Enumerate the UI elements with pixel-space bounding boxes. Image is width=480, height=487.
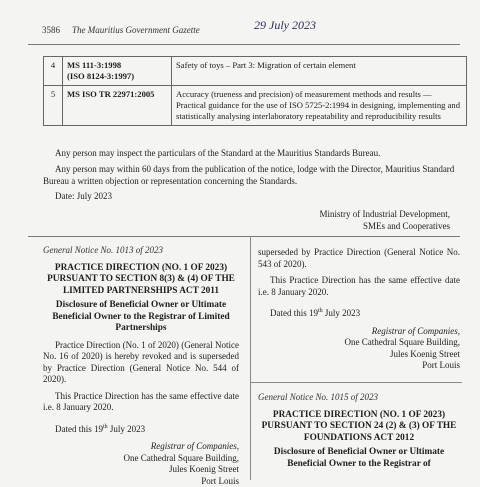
- registrar-signature: [258, 326, 460, 372]
- dated-line: [270, 306, 460, 320]
- notice-title: PRACTICE DIRECTION (NO. 1 OF 2023) PURSUANT TO SECTION 8(3) & (4) OF THE LIMITED PARTNERSHIPS ACT 2011: [43, 263, 239, 298]
- dated-prefix: Dated this 19: [55, 424, 103, 434]
- notice-divider: [250, 382, 462, 383]
- standard-title: Accuracy (trueness and precision) of measurement methods and results — Practical guidance for the use of ISO 5725-2:1994 in designing, implementing and statistically analysing interlaboratory repeatability and reproducibility results: [172, 86, 467, 126]
- row-number: 5: [44, 86, 63, 126]
- dated-sup: th: [103, 424, 108, 430]
- notice-title: PRACTICE DIRECTION (NO. 1 OF 2023) PURSUANT TO SECTION 24 (2) & (3) OF THE FOUNDATIONS ACT 2012: [258, 410, 460, 445]
- header-rule: [28, 44, 460, 45]
- notice-label: General Notice No. 1013 of 2023: [43, 245, 239, 257]
- notice-paragraph: superseded by Practice Direction (General Notice No. 543 of 2020).: [258, 247, 460, 270]
- dated-suffix: July 2023: [108, 424, 146, 434]
- standard-title: Safety of toys – Part 3: Migration of certain element: [172, 57, 467, 86]
- ministry-signature: [320, 208, 450, 232]
- standard-code-line: MS ISO TR 22971:2005: [67, 89, 167, 100]
- address-line: Port Louis: [258, 360, 460, 372]
- section-rule: [28, 236, 460, 237]
- column-divider: [250, 236, 251, 480]
- notice-paragraph: This Practice Direction has the same effective date i.e. 8 January 2020.: [43, 391, 239, 414]
- notice-paragraph: This Practice Direction has the same effective date i.e. 8 January 2020.: [258, 275, 460, 298]
- page-number: 3586: [42, 25, 60, 35]
- notice-paragraph: Practice Direction (No. 1 of 2020) (General Notice No. 16 of 2020) is hereby revoked and is superseded by Practice Direction (General Notice No. 544 of 2020).: [43, 340, 239, 386]
- publication-title: The Mauritius Government Gazette: [72, 25, 200, 35]
- notice-label: General Notice No. 1015 of 2023: [258, 392, 460, 404]
- dated-line: [55, 422, 239, 436]
- ministry-line: SMEs and Cooperatives: [320, 220, 450, 232]
- inspect-paragraph: Any person may inspect the particulars of the Standard at the Mauritius Standards Bureau.: [43, 147, 461, 159]
- table-row: [44, 86, 467, 126]
- address-line: Port Louis: [43, 476, 239, 487]
- table-row: [44, 57, 467, 86]
- address-line: Jules Koenig Street: [43, 464, 239, 476]
- dated-suffix: July 2023: [323, 308, 361, 318]
- dated-sup: th: [318, 308, 323, 314]
- ministry-line: Ministry of Industrial Development,: [320, 208, 450, 220]
- row-number: 4: [44, 57, 63, 86]
- registrar-title: Registrar of Companies,: [258, 326, 460, 338]
- standards-table: [43, 56, 467, 126]
- notice-subtitle: Disclosure of Beneficial Owner or Ultimate Beneficial Owner to the Registrar of: [258, 447, 460, 470]
- notice-1013: [43, 245, 239, 487]
- address-line: Jules Koenig Street: [258, 349, 460, 361]
- notice-1015: [258, 392, 460, 470]
- standard-code-line: (ISO 8124-3:1997): [67, 71, 167, 82]
- objection-paragraph: Any person may within 60 days from the publication of the notice, lodge with the Director, Mauritius Standard Bureau a written objection or representation concerning the Standards.: [43, 163, 461, 187]
- address-line: One Cathedral Square Building,: [258, 337, 460, 349]
- notice-subtitle: Disclosure of Beneficial Owner or Ultimate Beneficial Owner to the Registrar of Limited Partnerships: [43, 300, 239, 335]
- registrar-signature: [43, 441, 239, 487]
- standard-code-line: MS 111-3:1998: [67, 60, 167, 71]
- dated-prefix: Dated this 19: [270, 308, 318, 318]
- handwritten-date: 29 July 2023: [254, 18, 316, 33]
- notice-1014-continuation: [258, 247, 460, 372]
- standard-code: [63, 86, 172, 126]
- notice-date: Date: July 2023: [55, 191, 112, 201]
- registrar-title: Registrar of Companies,: [43, 441, 239, 453]
- address-line: One Cathedral Square Building,: [43, 453, 239, 465]
- standard-code: [63, 57, 172, 86]
